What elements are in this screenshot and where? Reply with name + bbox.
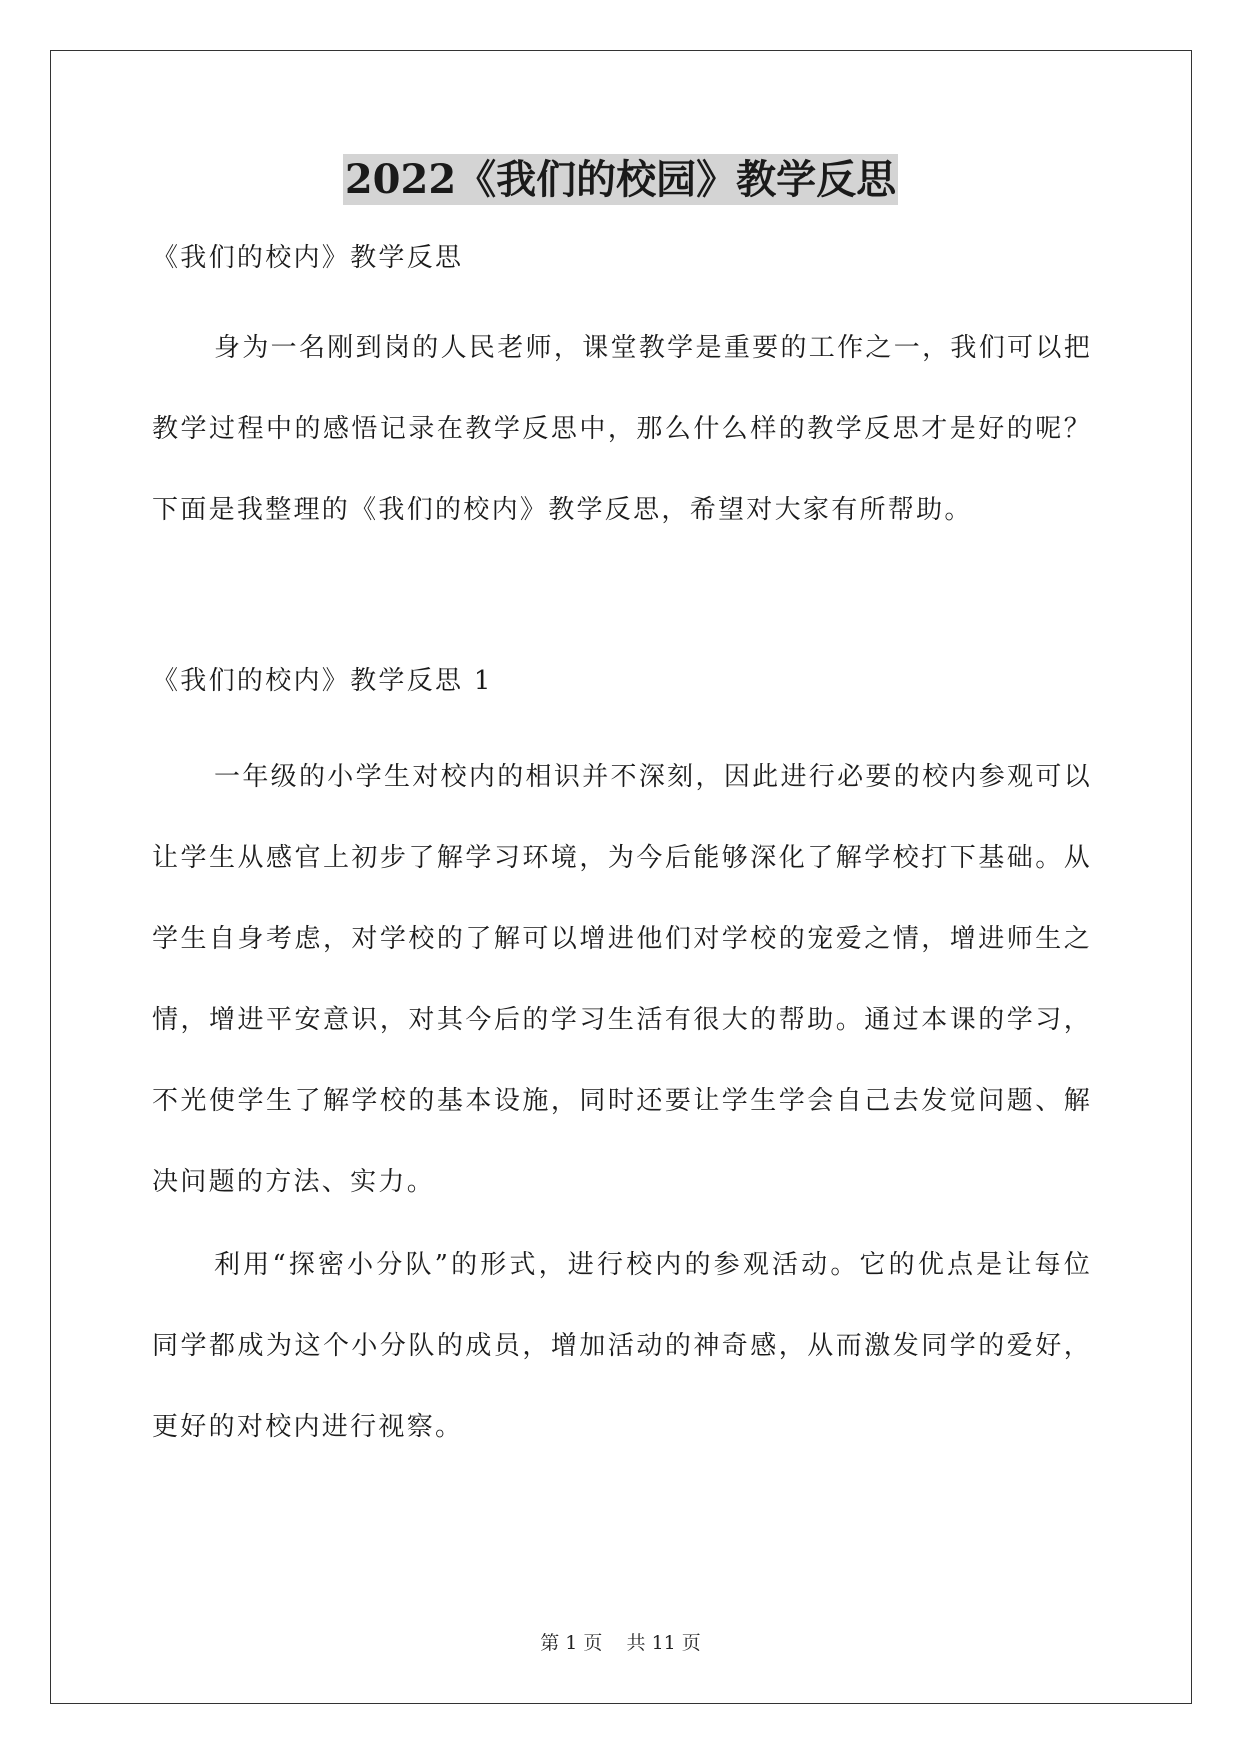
document-title xyxy=(0,150,1241,210)
page-number: 第 1 页 共 11 页 xyxy=(540,1632,701,1654)
section-paragraph: 利用“探密小分队”的形式，进行校内的参观活动。它的优点是让每位同学都成为这个小分队的成员，增加活动的神奇感，从而激发同学的爱好，更好的对校内进行视察。 xyxy=(152,1250,1092,1442)
document-title-text: 2022《我们的校园》教学反思 xyxy=(344,156,897,203)
section-paragraph: 一年级的小学生对校内的相识并不深刻，因此进行必要的校内参观可以让学生从感官上初步了解学习环境，为今后能够深化了解学校打下基础。从学生自身考虑，对学校的了解可以增进他们对学校的宠爱之情，增进师生之情，增进平安意识，对其今后的学习生活有很大的帮助。通过本课的学习，不光使学生了解学校的基本设施，同时还要让学生学会自己去发觉问题、解决问题的方法、实力。 xyxy=(152,762,1092,1197)
document-body xyxy=(152,230,1092,1468)
section-heading: 《我们的校内》教学反思 1 xyxy=(152,666,493,696)
intro-paragraph: 身为一名刚到岗的人民老师，课堂教学是重要的工作之一，我们可以把教学过程中的感悟记录在教学反思中，那么什么样的教学反思才是好的呢？下面是我整理的《我们的校内》教学反思，希望对大家有所帮助。 xyxy=(152,333,1092,525)
intro-heading: 《我们的校内》教学反思 xyxy=(152,243,464,273)
